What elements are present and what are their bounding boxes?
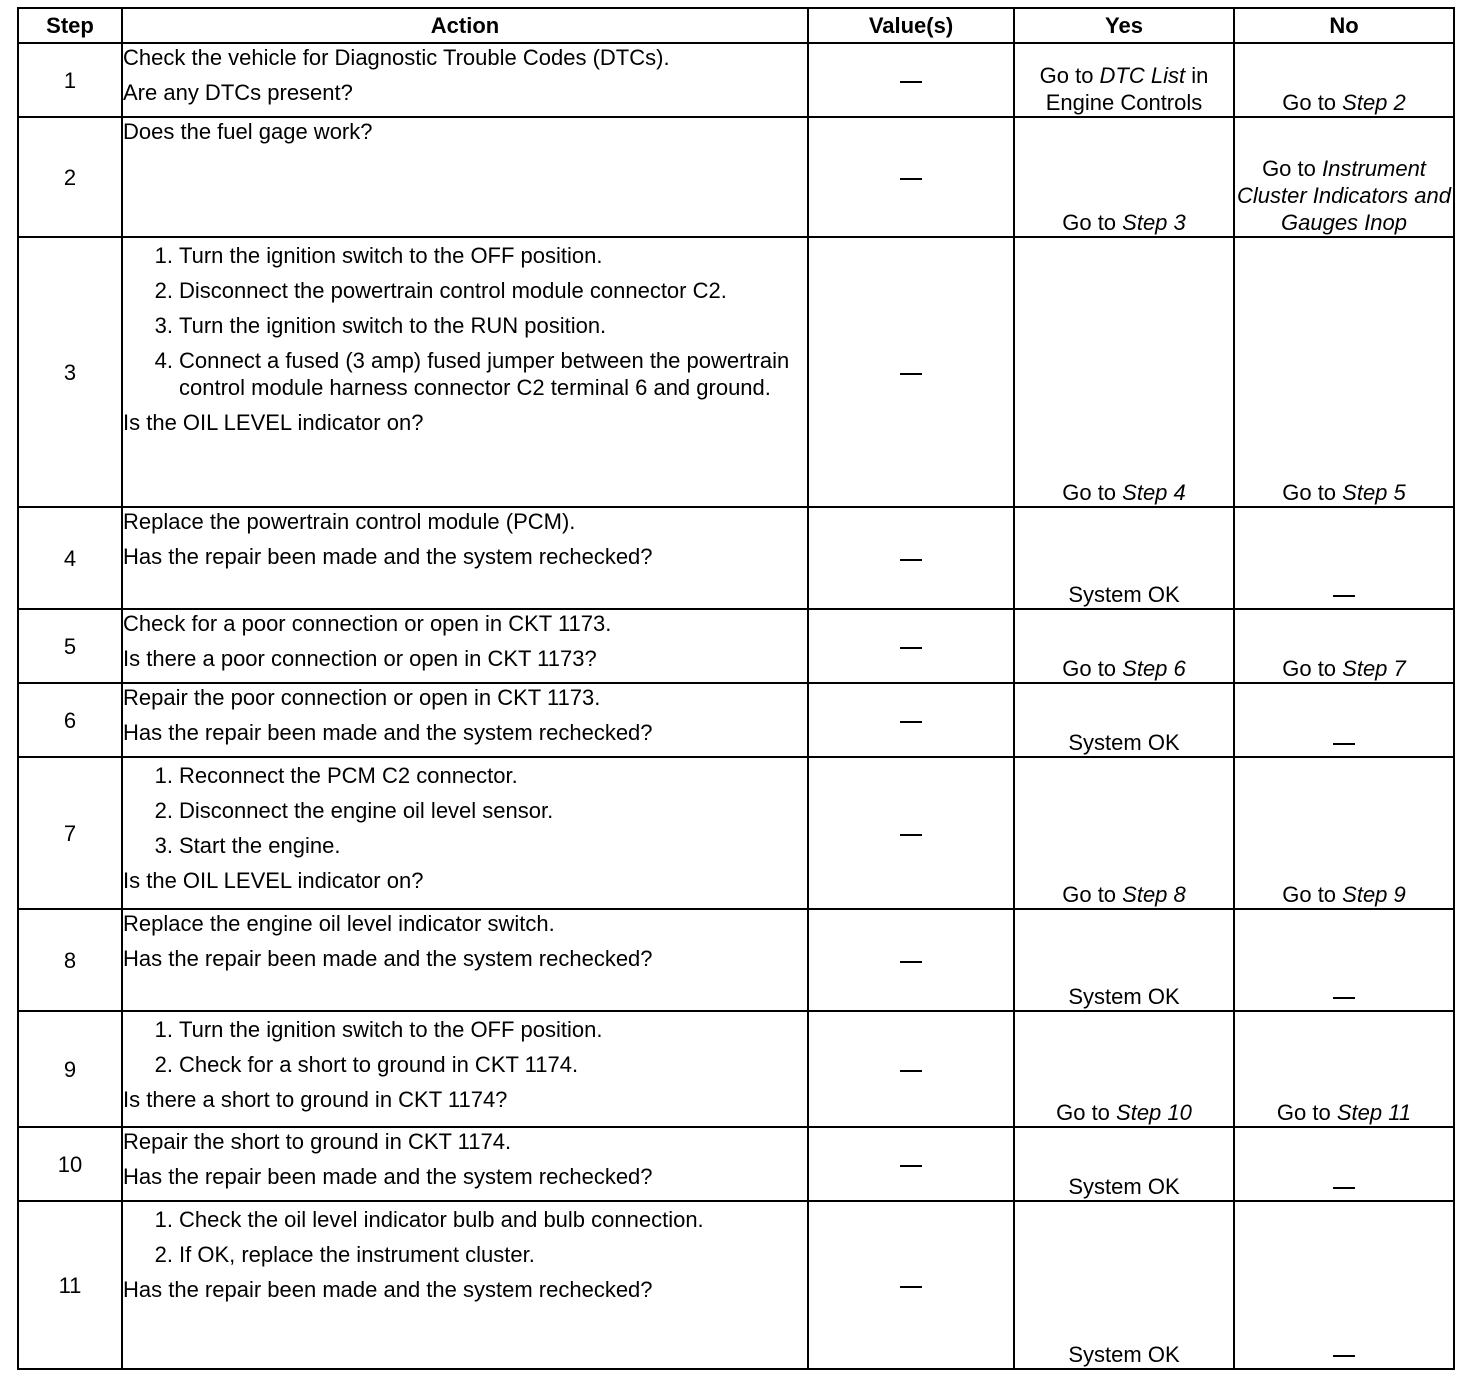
action-line: Is there a poor connection or open in CKT 1173? [123,646,597,671]
action-cell [122,1127,808,1201]
value-dash [900,81,922,83]
substep-number: 4. [154,348,173,373]
substep-number: 2. [154,278,173,303]
action-line: Has the repair been made and the system rechecked? [123,720,653,745]
table-row [18,909,1454,1011]
substep-number: 1. [154,243,173,268]
action-line: Are any DTCs present? [123,80,353,105]
step-number: 8 [18,909,122,1011]
value-cell [808,1127,1014,1201]
step-number: 2 [18,117,122,237]
no-result-prefix: Go to [1276,1100,1337,1125]
step-number: 10 [18,1127,122,1201]
yes-result-text [1040,63,1209,115]
value-cell [808,507,1014,609]
value-dash [900,178,922,180]
yes-result [1014,1201,1234,1369]
action-cell [122,757,808,909]
value-cell [808,117,1014,237]
value-dash [900,373,922,375]
action-line: Replace the powertrain control module (PCM). [123,509,576,534]
no-result-text [1333,582,1355,607]
substep-list [123,1206,807,1268]
table-body [18,43,1454,1369]
value-dash [900,961,922,963]
substep-text: Check for a short to ground in CKT 1174. [179,1052,579,1077]
header-yes: Yes [1014,8,1234,43]
value-dash [900,647,922,649]
substep-text: Connect a fused (3 amp) fused jumper between the powertrain control module harness connector C2 terminal 6 and ground. [179,348,790,400]
value-cell [808,609,1014,683]
no-result-reference: Step 5 [1342,480,1406,505]
no-result [1234,683,1454,757]
substep-item [123,277,807,304]
no-result [1234,1201,1454,1369]
substep-number: 3. [154,313,173,338]
no-result-text [1277,1100,1411,1125]
substep-item [123,347,807,401]
step-number: 1 [18,43,122,117]
substep-list [123,1016,807,1078]
yes-result-text [1056,1100,1192,1125]
no-result-prefix: Go to [1282,90,1343,115]
substep-number: 1. [154,1017,173,1042]
action-question: Has the repair been made and the system rechecked? [123,1277,653,1302]
table-row [18,117,1454,237]
value-dash [900,721,922,723]
no-result-reference: Step 2 [1342,90,1406,115]
yes-result-prefix: Go to [1062,882,1123,907]
value-dash [900,1286,922,1288]
table-row [18,609,1454,683]
no-result [1234,609,1454,683]
yes-result [1014,683,1234,757]
step-number: 11 [18,1201,122,1369]
action-cell [122,507,808,609]
substep-number: 2. [154,798,173,823]
yes-result-text [1062,882,1186,907]
no-result [1234,117,1454,237]
substep-text: Reconnect the PCM C2 connector. [179,763,518,788]
value-cell [808,757,1014,909]
header-action: Action [122,8,808,43]
action-question: Is there a short to ground in CKT 1174? [123,1087,508,1112]
value-cell [808,43,1014,117]
substep-text: Start the engine. [179,833,341,858]
substep-number: 3. [154,833,173,858]
substep-text: Disconnect the engine oil level sensor. [179,798,554,823]
no-result-prefix: Go to [1282,480,1343,505]
yes-result [1014,1011,1234,1127]
no-result-prefix: Go to [1282,656,1343,681]
yes-result [1014,117,1234,237]
table-row [18,43,1454,117]
no-result-text [1282,656,1406,681]
value-cell [808,237,1014,507]
substep-item [123,832,807,859]
action-line: Has the repair been made and the system rechecked? [123,544,653,569]
step-number: 7 [18,757,122,909]
not-applicable-dash [1333,1187,1355,1189]
yes-result [1014,757,1234,909]
substep-text: Turn the ignition switch to the OFF position. [179,243,603,268]
yes-result-prefix: System OK [1068,1342,1180,1367]
action-cell [122,683,808,757]
yes-result-text [1068,730,1179,755]
action-question: Is the OIL LEVEL indicator on? [123,868,424,893]
table-row [18,237,1454,507]
no-result [1234,1011,1454,1127]
yes-result [1014,609,1234,683]
yes-result-text [1068,582,1179,607]
action-line: Repair the poor connection or open in CKT 1173. [123,685,601,710]
no-result [1234,43,1454,117]
substep-text: Check the oil level indicator bulb and bulb connection. [179,1207,704,1232]
action-cell [122,237,808,507]
value-cell [808,683,1014,757]
substep-text: Turn the ignition switch to the OFF position. [179,1017,603,1042]
header-no: No [1234,8,1454,43]
yes-result-prefix: Go to [1062,210,1123,235]
no-result [1234,909,1454,1011]
value-dash [900,1070,922,1072]
substep-text: Turn the ignition switch to the RUN position. [179,313,607,338]
yes-result-prefix: Go to [1062,656,1123,681]
table-row [18,757,1454,909]
table-header-row [18,8,1454,43]
action-line: Check for a poor connection or open in CKT 1173. [123,611,612,636]
yes-result [1014,237,1234,507]
no-result-prefix: Go to [1262,156,1322,181]
no-result-prefix: Go to [1282,882,1343,907]
action-line: Repair the short to ground in CKT 1174. [123,1129,512,1154]
yes-result-prefix: System OK [1068,984,1180,1009]
header-step: Step [18,8,122,43]
substep-number: 2. [154,1052,173,1077]
not-applicable-dash [1333,997,1355,999]
yes-result-reference: Step 8 [1122,882,1186,907]
value-dash [900,559,922,561]
action-cell [122,43,808,117]
substep-text: Disconnect the powertrain control module connector C2. [179,278,727,303]
not-applicable-dash [1333,595,1355,597]
yes-result-reference: Step 6 [1122,656,1186,681]
yes-result-text [1062,210,1186,235]
substep-item [123,1016,807,1043]
step-number: 5 [18,609,122,683]
yes-result [1014,507,1234,609]
substep-number: 2. [154,1242,173,1267]
substep-list [123,242,807,401]
yes-result [1014,1127,1234,1201]
header-values: Value(s) [808,8,1014,43]
step-number: 9 [18,1011,122,1127]
yes-result-suffix: in Engine Controls [1045,63,1209,115]
substep-number: 1. [154,1207,173,1232]
action-cell [122,609,808,683]
table-row [18,1201,1454,1369]
substep-item [123,1206,807,1233]
step-number: 4 [18,507,122,609]
no-result-reference: Step 7 [1342,656,1406,681]
yes-result-reference: Step 4 [1122,480,1186,505]
value-dash [900,1165,922,1167]
table-row [18,1127,1454,1201]
substep-item [123,1241,807,1268]
no-result-text [1282,90,1406,115]
no-result-text [1282,882,1406,907]
value-cell [808,1201,1014,1369]
diagnostic-table [17,7,1455,1370]
substep-item [123,1051,807,1078]
no-result-text [1333,1342,1355,1367]
value-dash [900,834,922,836]
yes-result-prefix: Go to [1039,63,1100,88]
action-question: Is the OIL LEVEL indicator on? [123,410,424,435]
no-result [1234,1127,1454,1201]
not-applicable-dash [1333,1355,1355,1357]
action-cell [122,117,808,237]
substep-list [123,762,807,859]
yes-result-text [1062,656,1186,681]
not-applicable-dash [1333,743,1355,745]
yes-result-text [1068,984,1179,1009]
substep-number: 1. [154,763,173,788]
no-result-reference: Step 11 [1336,1100,1412,1125]
substep-item [123,242,807,269]
yes-result-prefix: System OK [1068,730,1180,755]
no-result-text [1237,156,1451,235]
no-result [1234,237,1454,507]
yes-result-prefix: System OK [1068,1174,1180,1199]
substep-item [123,762,807,789]
yes-result-text [1068,1342,1179,1367]
no-result-reference: Step 9 [1342,882,1406,907]
action-line: Replace the engine oil level indicator switch. [123,911,555,936]
yes-result-prefix: System OK [1068,582,1180,607]
no-result-text [1282,480,1406,505]
action-line: Has the repair been made and the system rechecked? [123,946,653,971]
substep-item [123,797,807,824]
no-result-text [1333,730,1355,755]
action-cell [122,1011,808,1127]
yes-result-text [1062,480,1186,505]
value-cell [808,909,1014,1011]
action-line: Does the fuel gage work? [123,119,373,144]
yes-result [1014,43,1234,117]
no-result [1234,757,1454,909]
yes-result-prefix: Go to [1062,480,1123,505]
table-row [18,507,1454,609]
substep-text: If OK, replace the instrument cluster. [179,1242,535,1267]
yes-result-reference: Step 10 [1116,1100,1192,1125]
action-cell [122,909,808,1011]
yes-result-text [1068,1174,1179,1199]
table-row [18,1011,1454,1127]
action-line: Has the repair been made and the system rechecked? [123,1164,653,1189]
step-number: 6 [18,683,122,757]
action-cell [122,1201,808,1369]
no-result-text [1333,984,1355,1009]
yes-result-prefix: Go to [1056,1100,1117,1125]
yes-result-reference: DTC List [1099,63,1186,88]
value-cell [808,1011,1014,1127]
no-result-text [1333,1174,1355,1199]
substep-item [123,312,807,339]
step-number: 3 [18,237,122,507]
table-row [18,683,1454,757]
no-result-reference: Instrument Cluster Indicators and Gauges Inop [1237,156,1451,235]
no-result [1234,507,1454,609]
yes-result-reference: Step 3 [1122,210,1186,235]
yes-result [1014,909,1234,1011]
action-line: Check the vehicle for Diagnostic Trouble Codes (DTCs). [123,45,670,70]
